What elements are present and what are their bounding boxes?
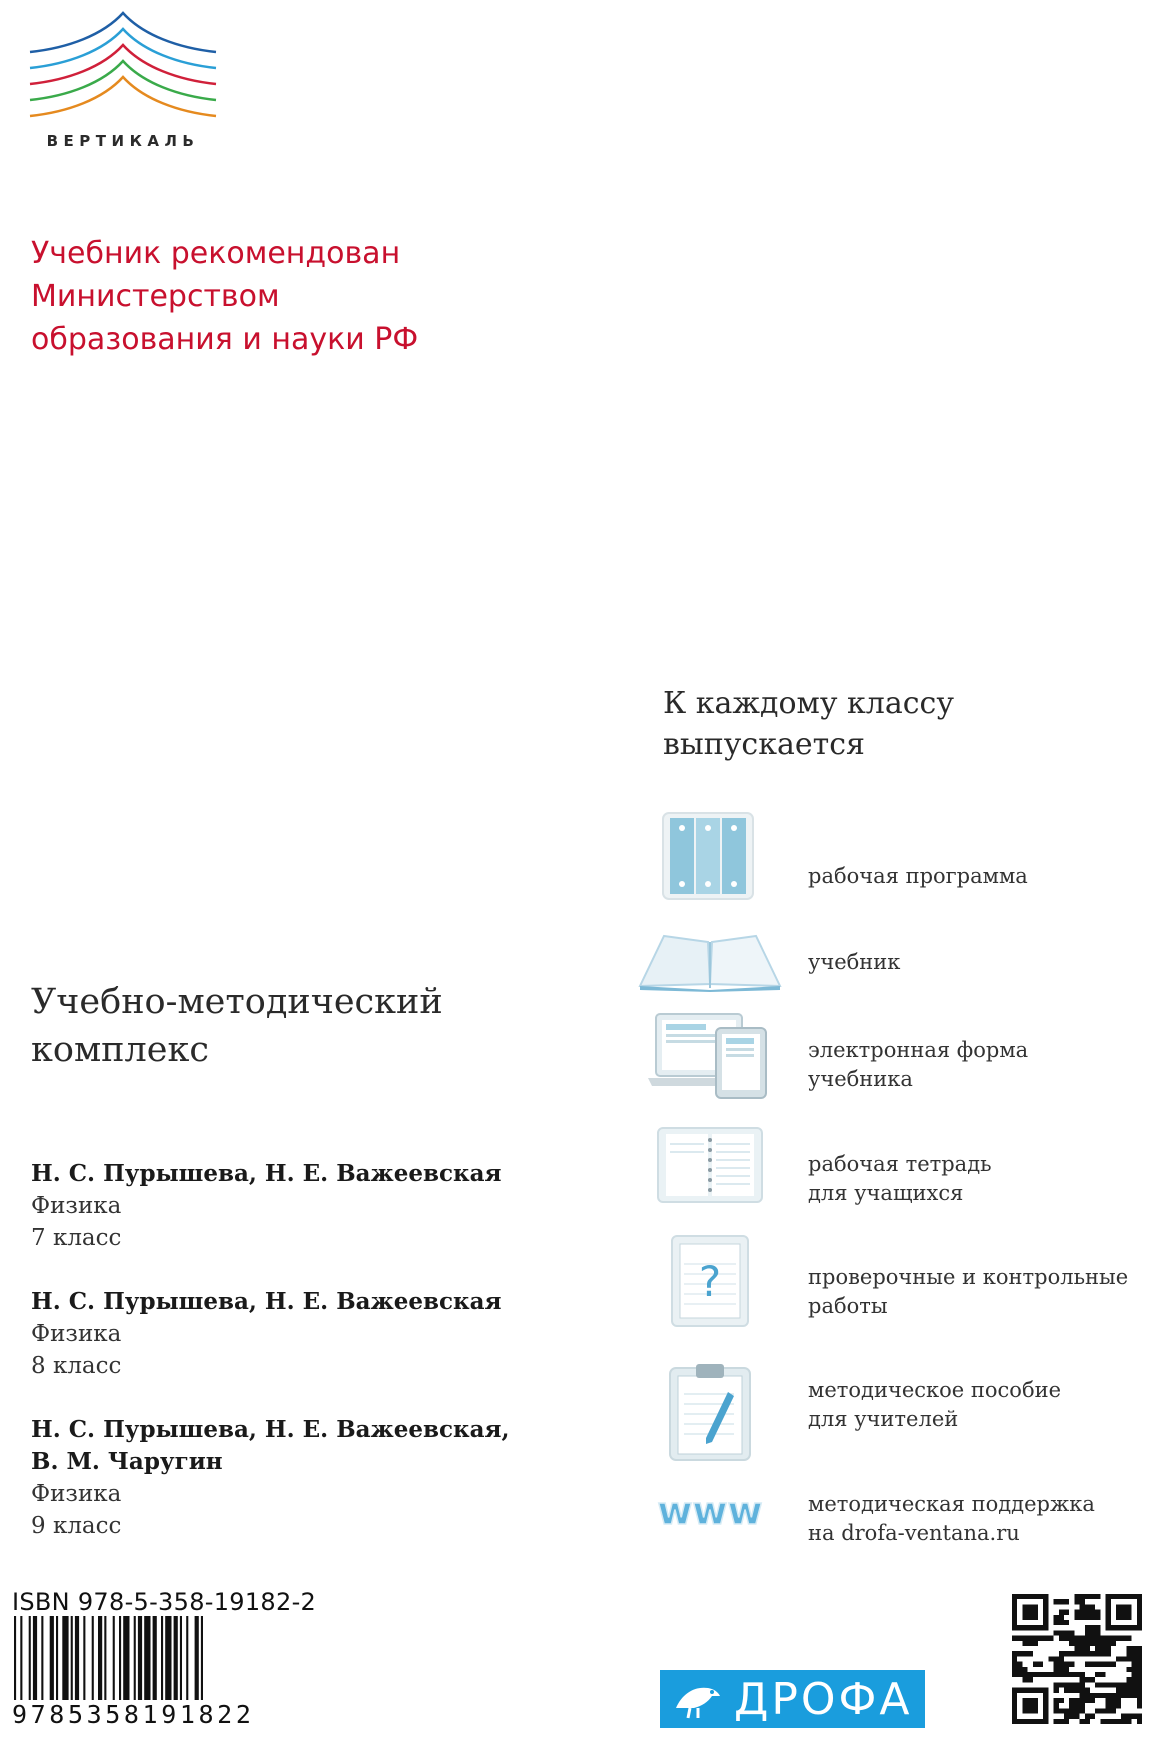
kit-title-line: К каждому классу xyxy=(663,686,954,721)
kit-item-label: методическая поддержка на drofa-ventana.ru xyxy=(808,1492,1095,1545)
book-subject: Физика xyxy=(31,1481,122,1507)
publisher-logo xyxy=(660,1670,925,1728)
publisher-name: ДРОФА xyxy=(734,1674,913,1725)
recommendation-line: Министерством xyxy=(31,279,280,314)
logo-arcs-icon xyxy=(28,10,218,130)
bird-icon xyxy=(668,1678,724,1720)
recommendation-text xyxy=(31,232,551,361)
svg-text:?: ? xyxy=(698,1257,722,1306)
kit-item-label: электронная форма учебника xyxy=(808,1038,1029,1091)
book-entry xyxy=(31,1286,502,1382)
book-authors: В. М. Чаругин xyxy=(31,1448,223,1475)
kit-title xyxy=(663,683,954,765)
www-icon xyxy=(636,1486,784,1534)
book-authors: Н. С. Пурышева, Н. Е. Важеевская xyxy=(31,1288,502,1315)
book-grade: 8 класс xyxy=(31,1353,122,1379)
barcode-digits: 9785358191822 xyxy=(12,1700,312,1729)
logo-wordmark: ВЕРТИКАЛЬ xyxy=(46,132,200,150)
book-entry xyxy=(31,1158,502,1254)
clipboard-icon xyxy=(668,1362,752,1462)
book-authors: Н. С. Пурышева, Н. Е. Важеевская xyxy=(31,1160,502,1187)
qr-code xyxy=(1012,1594,1142,1724)
book-grade: 7 класс xyxy=(31,1225,122,1251)
book-grade: 9 класс xyxy=(31,1513,122,1539)
kit-title-line: выпускается xyxy=(663,727,865,762)
open-book-icon xyxy=(636,928,784,992)
vertikal-logo xyxy=(28,10,218,160)
book-subject: Физика xyxy=(31,1321,122,1347)
isbn-text: ISBN 978-5-358-19182-2 xyxy=(12,1588,317,1616)
svg-text:www: www xyxy=(657,1489,763,1533)
kit-item-label: учебник xyxy=(808,950,901,974)
kit-item-label: проверочные и контрольные работы xyxy=(808,1265,1129,1318)
book-subject: Физика xyxy=(31,1193,122,1219)
recommendation-line: образования и науки РФ xyxy=(31,322,419,357)
book-authors: Н. С. Пурышева, Н. Е. Важеевская, xyxy=(31,1416,510,1443)
recommendation-line: Учебник рекомендован xyxy=(31,236,401,271)
book-entry xyxy=(31,1414,510,1542)
notebook-icon xyxy=(656,1126,764,1204)
complex-heading: Учебно-методический комплекс xyxy=(31,982,443,1070)
binder-icon xyxy=(660,810,756,902)
kit-item-label: рабочая тетрадь для учащихся xyxy=(808,1152,992,1205)
question-sheet-icon xyxy=(670,1234,750,1328)
kit-item-label: рабочая программа xyxy=(808,864,1028,888)
laptop-tablet-icon xyxy=(648,1012,770,1100)
kit-item-label: методическое пособие для учителей xyxy=(808,1378,1062,1431)
